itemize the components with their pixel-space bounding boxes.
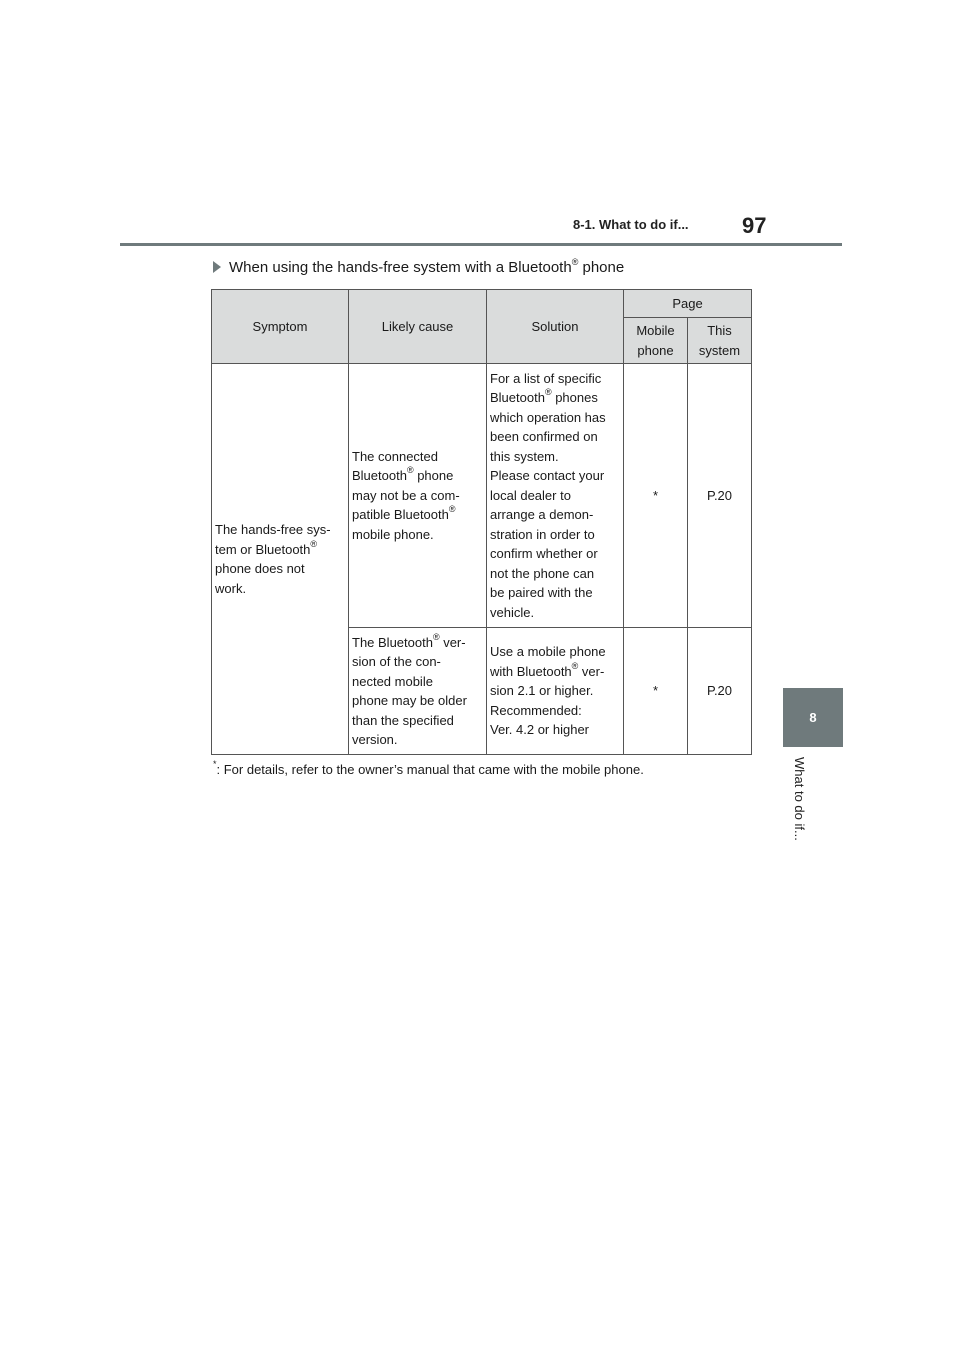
cell-line: not the phone can bbox=[490, 565, 595, 581]
cell-line: work. bbox=[215, 580, 247, 596]
cell-line: than the specified bbox=[352, 712, 454, 728]
cell-line: this system. bbox=[490, 448, 559, 464]
footnote bbox=[213, 759, 644, 777]
section-title-text: When using the hands-free system with a Bluetooth bbox=[229, 259, 572, 276]
cell-line: The Bluetooth® ver- bbox=[352, 631, 466, 650]
header-divider bbox=[120, 243, 842, 246]
cell-line: vehicle. bbox=[490, 604, 535, 620]
solution-cell bbox=[487, 628, 624, 755]
cell-line: phone does not bbox=[215, 561, 305, 576]
cell-line: been confirmed on bbox=[490, 429, 598, 445]
cell-line: Ver. 4.2 or higher bbox=[490, 722, 590, 738]
cell-line: Bluetooth® phone bbox=[352, 465, 454, 484]
header-page: Page bbox=[624, 290, 752, 318]
cell-line: tem or Bluetooth® bbox=[215, 538, 318, 557]
registered-mark: ® bbox=[432, 631, 440, 642]
section-title bbox=[213, 259, 624, 276]
cell-line: Use a mobile phone bbox=[490, 644, 606, 660]
cell-line: Please contact your bbox=[490, 468, 605, 484]
chapter-number: 8 bbox=[809, 710, 817, 725]
cell-line: stration in order to bbox=[490, 526, 595, 542]
cell-line: with Bluetooth® ver- bbox=[490, 660, 605, 679]
header-this-system: This system bbox=[688, 318, 752, 364]
cell-line: sion 2.1 or higher. bbox=[490, 683, 594, 699]
section-title-suffix: phone bbox=[578, 259, 625, 276]
table-row bbox=[212, 364, 752, 628]
cell-line: version. bbox=[352, 732, 398, 747]
cell-line: The hands-free sys- bbox=[215, 522, 331, 537]
cell-line: mobile phone. bbox=[352, 526, 434, 542]
cell-line: The connected bbox=[352, 448, 439, 464]
registered-mark: ® bbox=[544, 387, 552, 398]
cell-line: arrange a demon- bbox=[490, 507, 594, 523]
mobile-phone-page-cell: * bbox=[624, 364, 688, 628]
cell-line: nected mobile bbox=[352, 673, 433, 689]
cell-line: be paired with the bbox=[490, 585, 593, 601]
registered-mark: ® bbox=[571, 660, 579, 671]
this-system-page-cell: P.20 bbox=[688, 628, 752, 755]
cell-line: Recommended: bbox=[490, 702, 582, 718]
cell-line: Bluetooth® phones bbox=[490, 387, 598, 406]
header-mobile-phone: Mobile phone bbox=[624, 318, 688, 364]
chapter-tab bbox=[783, 688, 843, 747]
cell-line: which operation has bbox=[490, 409, 606, 425]
footnote-text: : For details, refer to the owner’s manual that came with the mobile phone. bbox=[216, 762, 644, 777]
likely-cause-cell bbox=[349, 628, 487, 755]
cell-line: For a list of specific bbox=[490, 370, 602, 386]
header-section-title: 8-1. What to do if... bbox=[573, 217, 689, 232]
registered-mark: ® bbox=[406, 465, 414, 476]
header-likely-cause: Likely cause bbox=[349, 290, 487, 364]
header-solution: Solution bbox=[487, 290, 624, 364]
cell-line: patible Bluetooth® bbox=[352, 504, 456, 523]
triangle-bullet-icon bbox=[213, 261, 221, 273]
troubleshooting-table bbox=[211, 289, 752, 755]
chapter-side-label bbox=[787, 757, 807, 867]
symptom-cell bbox=[212, 364, 349, 755]
chapter-title: What to do if... bbox=[792, 757, 807, 841]
this-system-page-cell: P.20 bbox=[688, 364, 752, 628]
page-number: 97 bbox=[742, 213, 767, 238]
cell-line: may not be a com- bbox=[352, 487, 460, 503]
cell-line: phone may be older bbox=[352, 693, 467, 708]
registered-mark: ® bbox=[310, 538, 318, 549]
solution-cell bbox=[487, 364, 624, 628]
footnote-mark: * bbox=[213, 759, 217, 769]
header-symptom: Symptom bbox=[212, 290, 349, 364]
likely-cause-cell bbox=[349, 364, 487, 628]
cell-line: local dealer to bbox=[490, 487, 571, 503]
cell-line: sion of the con- bbox=[352, 654, 441, 669]
cell-line: confirm whether or bbox=[490, 546, 598, 562]
registered-mark: ® bbox=[571, 257, 579, 267]
mobile-phone-page-cell: * bbox=[624, 628, 688, 755]
registered-mark: ® bbox=[448, 504, 456, 515]
